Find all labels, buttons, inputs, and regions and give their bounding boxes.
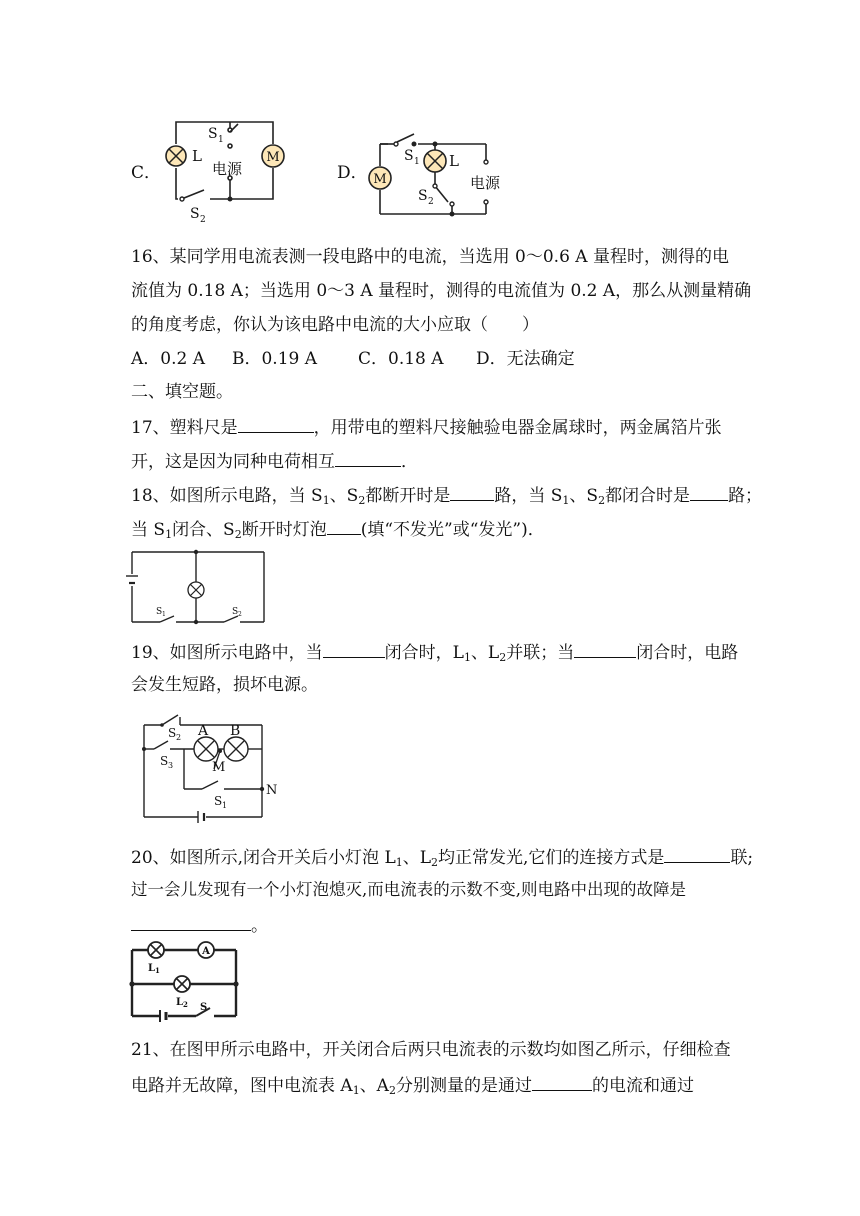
q16-option-d: D．无法确定 <box>476 349 575 369</box>
subscript: 2 <box>499 651 507 664</box>
option-d-label: D． <box>337 163 368 183</box>
q20-line1 <box>131 846 753 868</box>
q20-text: 均正常发光,它们的连接方式是 <box>438 848 665 868</box>
q16-option-a: A．0.2 A <box>131 349 205 369</box>
q18-circuit-figure <box>126 546 271 628</box>
q16-line1: 16、某同学用电流表测一段电路中的电流，当选用 0～0.6 A 量程时，测得的电 <box>131 247 729 267</box>
q19-text: 、L <box>470 643 500 663</box>
q18-line2 <box>131 518 545 540</box>
s2-sub: 2 <box>176 733 182 742</box>
point-n-label: N <box>266 783 278 798</box>
circuit-figure-c <box>160 114 290 226</box>
l2-sub: 2 <box>183 1000 188 1009</box>
section-title: 二、填空题。 <box>131 382 233 402</box>
q18-text: 路； <box>728 486 763 506</box>
s2-sub: 2 <box>200 215 206 225</box>
q18-text: 闭合、S <box>172 520 235 540</box>
subscript: 2 <box>388 1084 396 1097</box>
motor-label: M <box>373 172 387 187</box>
q18-text: 当 S <box>131 520 166 540</box>
s1-sub: 1 <box>222 801 228 810</box>
q20-line3 <box>131 914 268 936</box>
q16-line3: 的角度考虑，你认为该电路中电流的大小应取（ ） <box>131 315 539 335</box>
q21-line2 <box>131 1074 694 1096</box>
q20-text: 20、如图所示,闭合开关后小灯泡 L <box>131 848 396 868</box>
q18-text: (填“不发光”或“发光”)． <box>360 520 545 540</box>
q16-option-c: C．0.18 A <box>358 349 444 369</box>
subscript: 1 <box>395 856 403 869</box>
power-label: 电源 <box>212 160 243 178</box>
q17-text-3: 开，这是因为同种电荷相互 <box>131 452 335 472</box>
q19-text: 闭合时，电路 <box>636 643 739 663</box>
subscript: 1 <box>463 651 471 664</box>
s2-label: S <box>232 607 239 617</box>
subscript: 2 <box>598 494 606 507</box>
q18-text: 都闭合时是 <box>605 486 691 506</box>
q19-circuit-figure <box>132 705 282 831</box>
subscript: 1 <box>562 494 570 507</box>
q17-line1 <box>131 416 722 438</box>
s1-label: S <box>214 794 223 808</box>
q19-text: 闭合时，L <box>384 643 464 663</box>
ammeter-label: A <box>202 946 210 957</box>
option-c-label: C． <box>131 163 162 183</box>
subscript: 2 <box>358 494 366 507</box>
q18-text: 路，当 S <box>494 486 563 506</box>
s1-sub: 1 <box>414 157 420 167</box>
subscript: 2 <box>234 528 242 541</box>
q20-text: 、L <box>402 848 432 868</box>
subscript: 1 <box>322 494 330 507</box>
s1-sub: 1 <box>162 611 166 618</box>
answer-blank <box>574 641 636 658</box>
answer-blank <box>532 1074 592 1091</box>
q17-line2 <box>131 450 418 472</box>
q16-option-b: B．0.19 A <box>232 349 318 369</box>
q17-text-1: 17、塑料尺是 <box>131 418 238 438</box>
q17-text-2: ，用带电的塑料尺接触验电器金属球时，两金属箔片张 <box>313 418 722 438</box>
q21-text: 电路并无故障，图中电流表 A <box>131 1076 353 1096</box>
lamp-b-label: B <box>230 723 241 739</box>
s2-label: S <box>418 188 428 204</box>
subscript: 1 <box>352 1084 360 1097</box>
answer-blank <box>450 484 494 501</box>
q20-text: 。 <box>251 916 268 936</box>
subscript: 2 <box>431 856 439 869</box>
q19-text: 19、如图所示电路中，当 <box>131 643 323 663</box>
q16-line2: 流值为 0.18 A；当选用 0～3 A 量程时，测得的电流值为 0.2 A，那么从测量精确 <box>131 281 752 301</box>
s1-sub: 1 <box>218 135 224 145</box>
lamp-label: L <box>449 152 459 170</box>
s2-label: S <box>190 206 200 222</box>
s3-label: S <box>160 754 169 768</box>
answer-blank <box>664 846 730 863</box>
lamp-label: L <box>192 147 202 165</box>
answer-blank <box>238 416 314 433</box>
power-label: 电源 <box>470 174 501 192</box>
q18-text: 断开时灯泡 <box>241 520 327 540</box>
answer-blank <box>335 450 401 467</box>
q19-line2: 会发生短路，损坏电源。 <box>131 675 318 695</box>
answer-blank <box>131 914 251 931</box>
s1-label: S <box>404 148 414 164</box>
q20-text: 联; <box>730 848 754 868</box>
l1-label: L <box>148 963 156 974</box>
q17-text-4: ． <box>401 452 418 472</box>
answer-blank <box>690 484 728 501</box>
q18-text: 18、如图所示电路，当 S <box>131 486 323 506</box>
l2-label: L <box>176 997 184 1008</box>
s1-label: S <box>156 607 163 617</box>
q21-text: 分别测量的是通过 <box>395 1076 532 1096</box>
motor-label: M <box>266 150 280 165</box>
switch-label: S <box>200 1002 208 1013</box>
q21-text: 的电流和通过 <box>591 1076 694 1096</box>
point-m-label: M <box>212 760 226 775</box>
q21-line1: 21、在图甲所示电路中，开关闭合后两只电流表的示数均如图乙所示，仔细检查 <box>131 1040 731 1060</box>
s2-label: S <box>168 726 177 740</box>
q20-circuit-figure <box>128 940 240 1022</box>
s2-sub: 2 <box>238 611 242 618</box>
q19-line1 <box>131 641 738 663</box>
s3-sub: 3 <box>168 761 174 770</box>
subscript: 1 <box>165 528 173 541</box>
q19-text: 并联；当 <box>506 643 575 663</box>
q20-line2: 过一会儿发现有一个小灯泡熄灭,而电流表的示数不变,则电路中出现的故障是 <box>131 880 686 899</box>
l1-sub: 1 <box>155 966 160 975</box>
q18-text: 、S <box>329 486 359 506</box>
q18-text: 、S <box>569 486 599 506</box>
q18-line1 <box>131 484 762 506</box>
answer-blank <box>327 518 361 535</box>
s2-sub: 2 <box>428 197 434 207</box>
circuit-figure-d <box>366 124 506 224</box>
q21-text: 、A <box>359 1076 389 1096</box>
lamp-a-label: A <box>198 723 209 739</box>
q18-text: 都断开时是 <box>365 486 451 506</box>
s1-label: S <box>208 126 218 142</box>
answer-blank <box>323 641 385 658</box>
